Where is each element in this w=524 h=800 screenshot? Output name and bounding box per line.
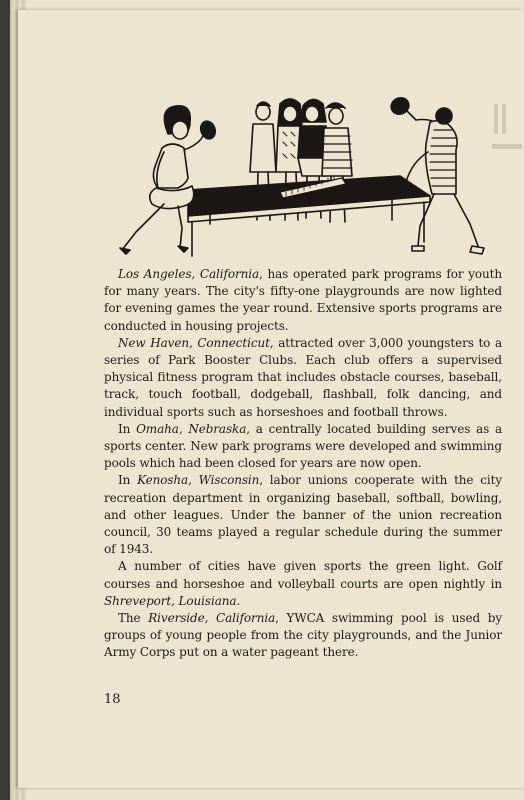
paragraph-text: , a centrally located building serves as a sports center. New park programs were developed and swimming pools which had been closed for years are now open.	[104, 421, 503, 471]
paragraph	[104, 335, 502, 421]
paragraph	[104, 266, 502, 335]
place-name: Shreveport, Louisiana	[104, 593, 237, 608]
paragraph-text: , labor unions cooperate with the city recreation department in organizing baseball, softball, bowling, and other leagues. Under the banner of the union recreation council, 30 teams played a regular schedule during the summer of 1943.	[104, 473, 502, 557]
place-name: Kenosha, Wisconsin	[137, 473, 260, 488]
paragraph	[104, 558, 502, 610]
left-player-figure	[120, 106, 218, 254]
article-body	[104, 266, 502, 662]
paragraph-text: , YWCA swimming pool is used by groups of young people from the city playgrounds, and the Junior Army Corps put on a water pageant there.	[104, 611, 502, 660]
paragraph-text: .	[236, 593, 241, 608]
place-name: New Haven, Connecticut	[118, 335, 270, 350]
paragraph	[104, 610, 502, 662]
ping-pong-illustration	[100, 92, 500, 262]
book-page	[18, 10, 524, 788]
place-name: Riverside, California	[148, 611, 276, 626]
paragraph-text: , has operated park programs for youth for many years. The city's fifty-one playgrounds are now lighted for evening games the year round. Extensive sports programs are conducted in housing projects.	[104, 267, 502, 333]
paragraph-text: In	[118, 473, 138, 488]
place-name: Los Angeles, California	[118, 267, 259, 281]
paragraph-text: A number of cities have given sports the green light. Golf courses and horseshoe and volleyball courts are open nightly in	[104, 559, 502, 591]
paragraph-text: , attracted over 3,000 youngsters to a series of Park Booster Clubs. Each club offers a supervised physical fitness program that includes obstacle courses, baseball, track, touch football, dodgeball, flashball, folk dancing, and individual sports such as horseshoes and football throws.	[104, 335, 503, 419]
right-player-figure	[388, 95, 484, 254]
place-name: Omaha, Nebraska	[136, 421, 247, 436]
paragraph	[104, 472, 502, 558]
paragraph	[104, 421, 502, 473]
paragraph-text: In	[118, 421, 137, 436]
page-number: 18	[104, 692, 121, 707]
paragraph-text: The	[118, 611, 149, 626]
